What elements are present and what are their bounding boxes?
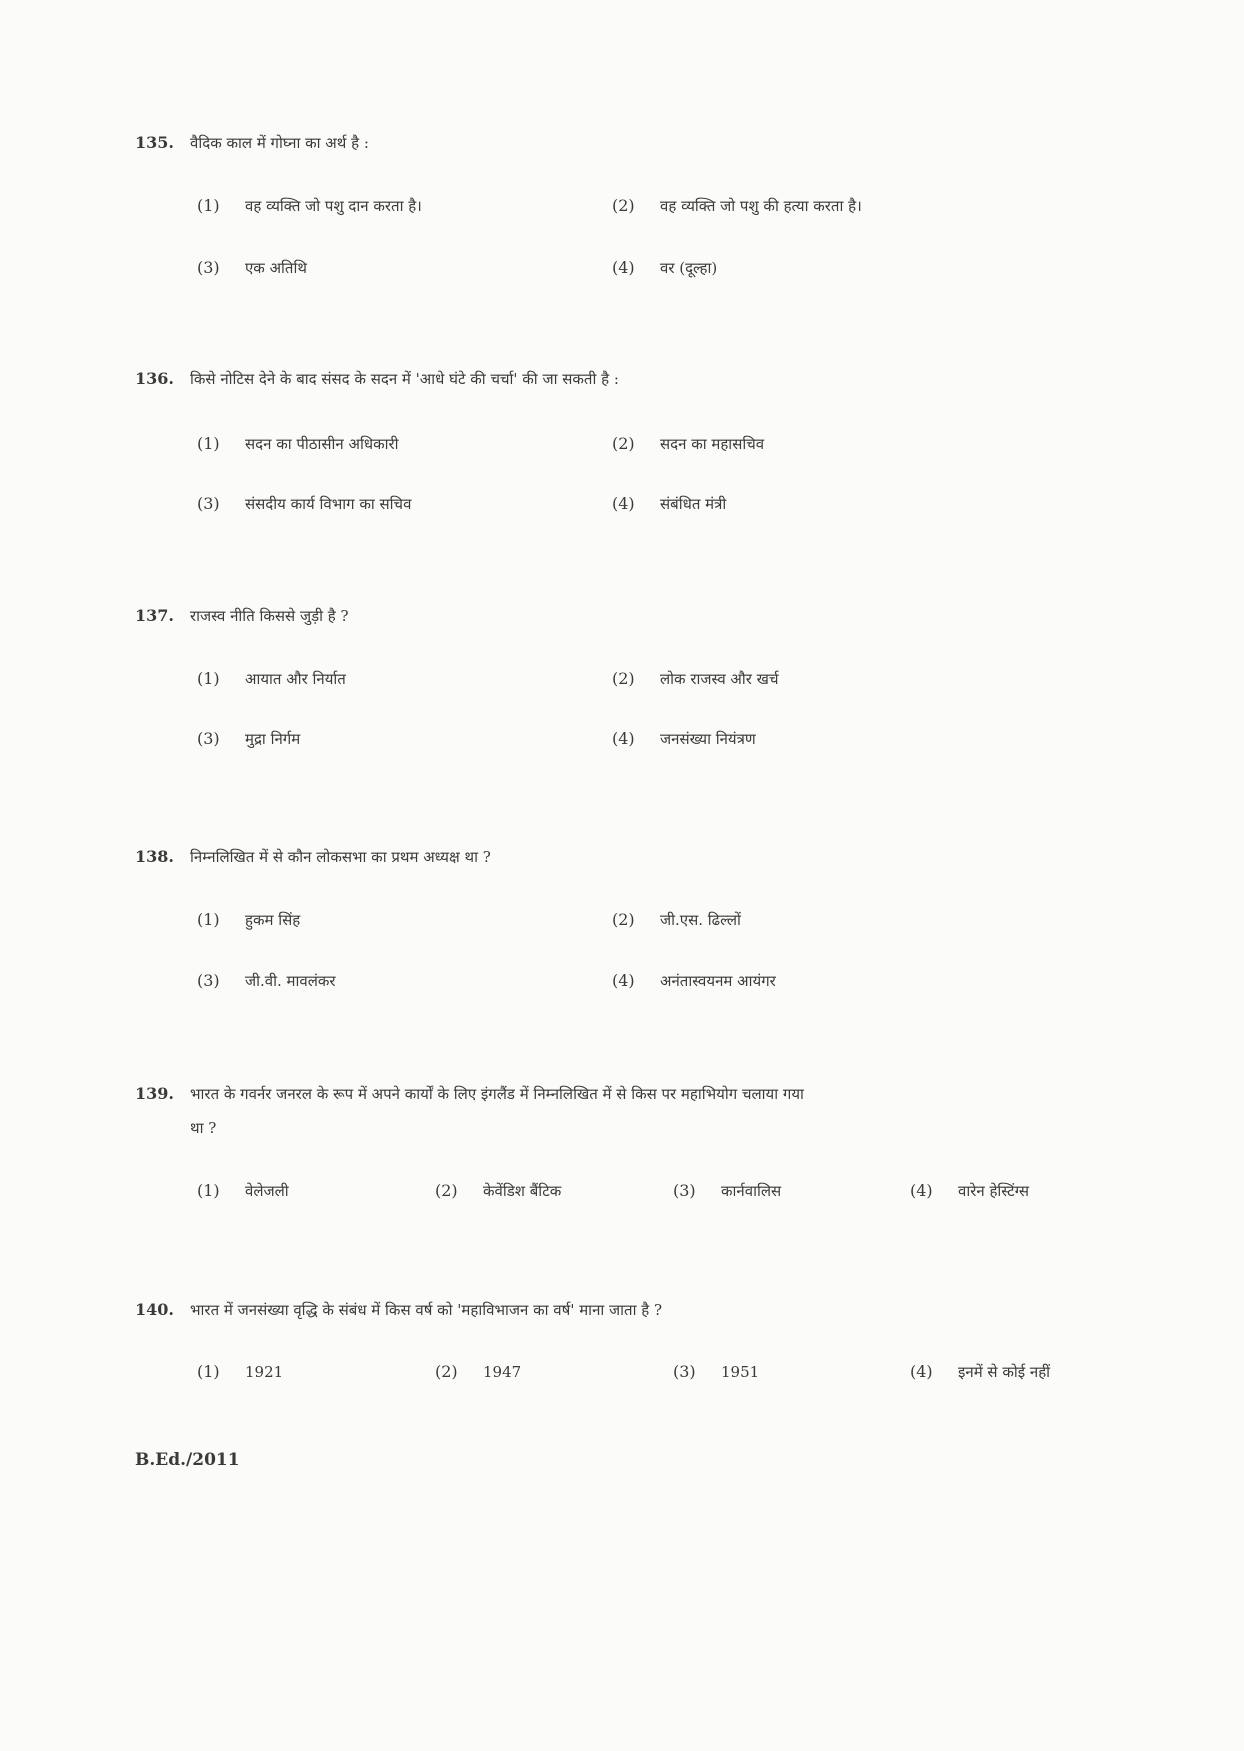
question-137 [135, 605, 1145, 627]
option-number: (3) [197, 494, 220, 513]
option-text: आयात और निर्यात [245, 670, 346, 688]
question-stem [135, 368, 1145, 390]
option-text: संसदीय कार्य विभाग का सचिव [245, 495, 412, 513]
question-stem [135, 605, 1145, 627]
question-text: भारत के गवर्नर जनरल के रूप में अपने कार्यों के लिए इंगलैंड में निम्नलिखित में से किस पर महाभियोग चलाया गया [190, 1085, 804, 1103]
option-4 [612, 971, 776, 991]
question-stem [135, 846, 1145, 868]
option-number: (1) [197, 1181, 220, 1200]
option-text: जनसंख्या नियंत्रण [660, 730, 756, 748]
option-text: अनंतास्वयनम आयंगर [660, 972, 776, 990]
option-text: केवेंडिश बैंटिक [483, 1182, 562, 1200]
option-text: वह व्यक्ति जो पशु की हत्या करता है। [660, 197, 862, 215]
question-number: 137. [135, 606, 174, 625]
question-text: राजस्व नीति किससे जुड़ी है ? [190, 607, 349, 625]
question-stem [135, 1083, 1145, 1105]
question-139 [135, 1083, 1145, 1139]
question-stem [135, 1299, 1145, 1321]
question-text: भारत में जनसंख्या वृद्धि के संबंध में किस वर्ष को 'महाविभाजन का वर्ष' माना जाता है ? [190, 1301, 663, 1319]
option-text: लोक राजस्व और खर्च [660, 670, 779, 688]
question-stem [135, 132, 1145, 154]
option-number: (4) [612, 729, 635, 748]
question-text: निम्नलिखित में से कौन लोकसभा का प्रथम अध्यक्ष था ? [190, 848, 491, 866]
option-text: वर (दूल्हा) [660, 259, 718, 277]
option-number: (4) [612, 971, 635, 990]
option-4 [612, 258, 717, 278]
question-number: 135. [135, 133, 174, 152]
question-number: 140. [135, 1300, 174, 1319]
option-4 [910, 1362, 1050, 1382]
option-2 [612, 196, 862, 216]
option-number: (2) [612, 196, 635, 215]
option-number: (1) [197, 910, 220, 929]
option-number: (2) [435, 1181, 458, 1200]
option-3 [673, 1362, 759, 1381]
option-number: (4) [612, 258, 635, 277]
option-1 [197, 434, 399, 454]
option-1 [197, 1362, 283, 1381]
question-136 [135, 368, 1145, 390]
option-text: कार्नवालिस [721, 1182, 782, 1200]
option-text: वेलेजली [245, 1182, 289, 1200]
option-text: संबंधित मंत्री [660, 495, 727, 513]
option-number: (2) [435, 1362, 458, 1381]
option-number: (4) [910, 1181, 933, 1200]
option-4 [910, 1181, 1029, 1201]
option-number: (1) [197, 669, 220, 688]
question-number: 139. [135, 1084, 174, 1103]
question-138 [135, 846, 1145, 868]
option-text: सदन का महासचिव [660, 435, 765, 453]
option-number: (2) [612, 910, 635, 929]
option-4 [612, 494, 726, 514]
option-number: (1) [197, 196, 220, 215]
option-number: (2) [612, 434, 635, 453]
option-text: जी.वी. मावलंकर [245, 972, 336, 990]
option-3 [197, 971, 336, 991]
option-text: वह व्यक्ति जो पशु दान करता है। [245, 197, 422, 215]
option-text: एक अतिथि [245, 259, 307, 277]
option-text: जी.एस. ढिल्लों [660, 911, 741, 929]
option-text: मुद्रा निर्गम [245, 730, 301, 748]
option-2 [612, 910, 741, 930]
option-3 [197, 494, 411, 514]
question-text: किसे नोटिस देने के बाद संसद के सदन में 'आधे घंटे की चर्चा' की जा सकती है : [190, 370, 619, 388]
question-number: 136. [135, 369, 174, 388]
option-4 [612, 729, 756, 749]
option-number: (1) [197, 434, 220, 453]
page-footer: B.Ed./2011 [135, 1450, 240, 1470]
option-2 [612, 434, 764, 454]
option-number: (2) [612, 669, 635, 688]
option-1 [197, 196, 422, 216]
question-text-continued: था ? [190, 1119, 217, 1137]
question-135 [135, 132, 1145, 154]
option-number: (3) [673, 1181, 696, 1200]
option-text: 1921 [245, 1363, 284, 1381]
question-140 [135, 1299, 1145, 1321]
option-1 [197, 669, 346, 689]
option-number: (4) [612, 494, 635, 513]
option-3 [197, 729, 300, 749]
option-number: (4) [910, 1362, 933, 1381]
option-2 [612, 669, 778, 689]
option-text: 1951 [721, 1363, 760, 1381]
option-3 [673, 1181, 781, 1201]
question-number: 138. [135, 847, 174, 866]
option-text: 1947 [483, 1363, 522, 1381]
option-number: (3) [673, 1362, 696, 1381]
option-text: हुकम सिंह [245, 911, 301, 929]
option-1 [197, 1181, 289, 1201]
option-2 [435, 1181, 561, 1201]
option-2 [435, 1362, 521, 1381]
option-text: इनमें से कोई नहीं [958, 1363, 1051, 1381]
option-number: (3) [197, 971, 220, 990]
option-number: (3) [197, 729, 220, 748]
option-1 [197, 910, 300, 930]
option-number: (3) [197, 258, 220, 277]
question-text: वैदिक काल में गोघ्ना का अर्थ है : [190, 134, 369, 152]
option-text: वारेन हेस्टिंग्स [958, 1182, 1030, 1200]
option-number: (1) [197, 1362, 220, 1381]
option-text: सदन का पीठासीन अधिकारी [245, 435, 399, 453]
option-3 [197, 258, 307, 278]
